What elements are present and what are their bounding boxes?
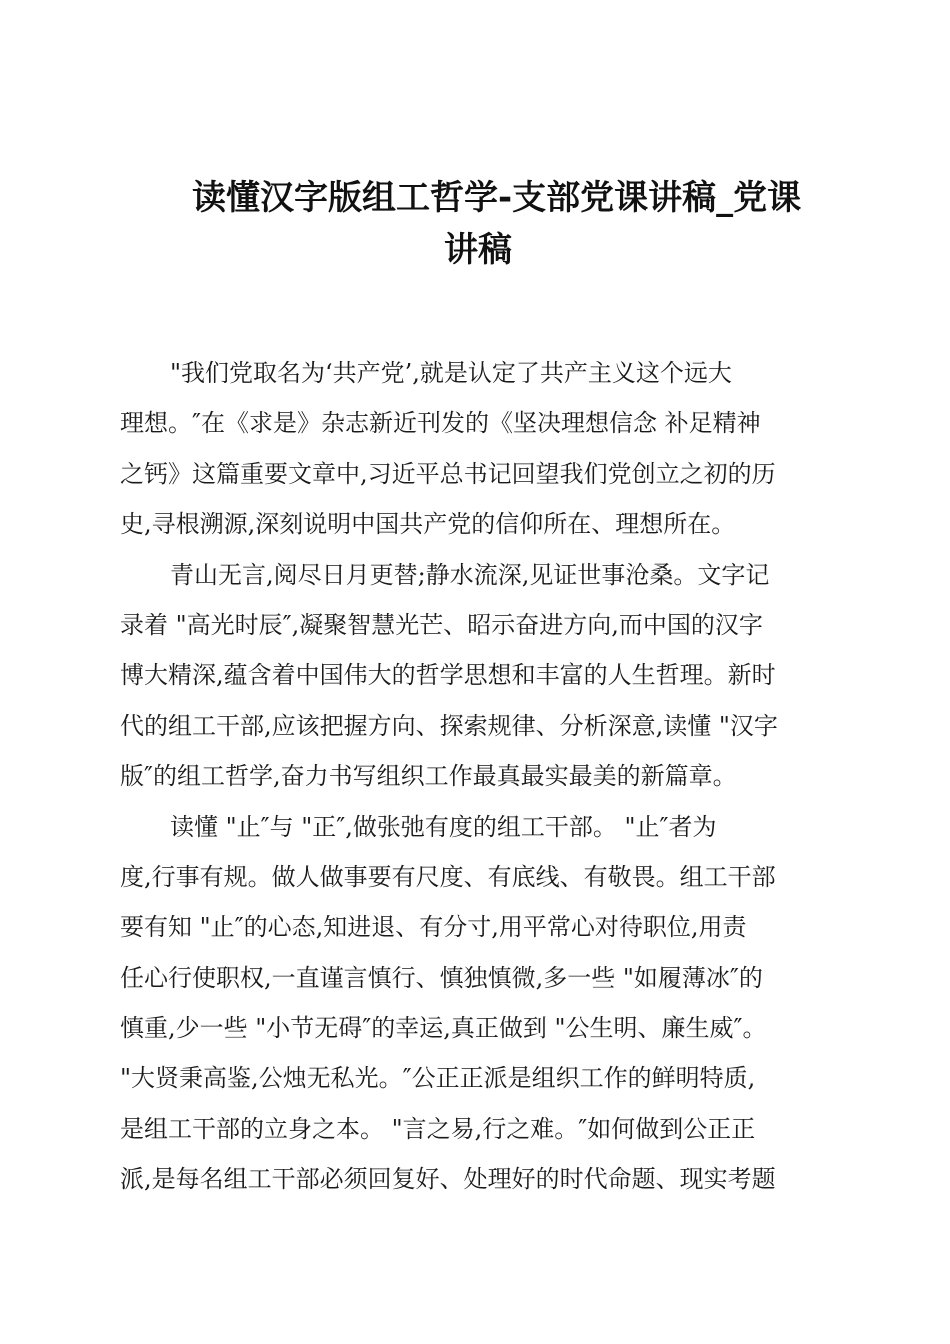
body-line: 代的组工干部,应该把握方向、探索规律、分析深意,读懂 "汉字 xyxy=(120,711,778,740)
document-title xyxy=(120,172,830,276)
body-line: 度,行事有规。做人做事要有尺度、有底线、有敬畏。组工干部 xyxy=(120,862,776,891)
body-line: 青山无言,阅尽日月更替;静水流深,见证世事沧桑。文字记 xyxy=(170,560,770,589)
body-line: 版″的组工哲学,奋力书写组织工作最真最实最美的新篇章。 xyxy=(120,762,737,791)
body-line: 要有知 "止″的心态,知进退、有分寸,用平常心对待职位,用责 xyxy=(120,913,747,942)
body-line: "我们党取名为‘共产党’,就是认定了共产主义这个远大 xyxy=(170,359,732,387)
body-line: 是组工干部的立身之本。 "言之易,行之难。″如何做到公正正 xyxy=(120,1114,756,1143)
body-line: 理想。″在《求是》杂志新近刊发的《坚决理想信念 补足精神 xyxy=(120,409,761,438)
body-line: "大贤秉高鉴,公烛无私光。″公正正派是组织工作的鲜明特质, xyxy=(120,1064,756,1093)
body-line: 派,是每名组工干部必须回复好、处理好的时代命题、现实考题 xyxy=(120,1165,776,1194)
body-line: 之钙》这篇重要文章中,习近平总书记回望我们党创立之初的历 xyxy=(120,459,776,488)
body-line: 史,寻根溯源,深刻说明中国共产党的信仰所在、理想所在。 xyxy=(120,510,736,539)
body-line: 慎重,少一些 "小节无碍″的幸运,真正做到 "公生明、廉生威″。 xyxy=(120,1014,767,1043)
document-body xyxy=(120,348,835,1205)
title-line-2: 讲稿 xyxy=(444,230,512,270)
body-line: 录着 "高光时辰″,凝聚智慧光芒、昭示奋进方向,而中国的汉字 xyxy=(120,610,763,639)
body-line: 任心行使职权,一直谨言慎行、慎独慎微,多一些 "如履薄冰″的 xyxy=(120,963,763,992)
title-line-1: 读懂汉字版组工哲学-支部党课讲稿_党课 xyxy=(192,178,802,218)
body-line: 读懂 "止″与 "正″,做张弛有度的组工干部。 "止″者为 xyxy=(170,812,717,841)
body-line: 博大精深,蕴含着中国伟大的哲学思想和丰富的人生哲理。新时 xyxy=(120,661,776,690)
